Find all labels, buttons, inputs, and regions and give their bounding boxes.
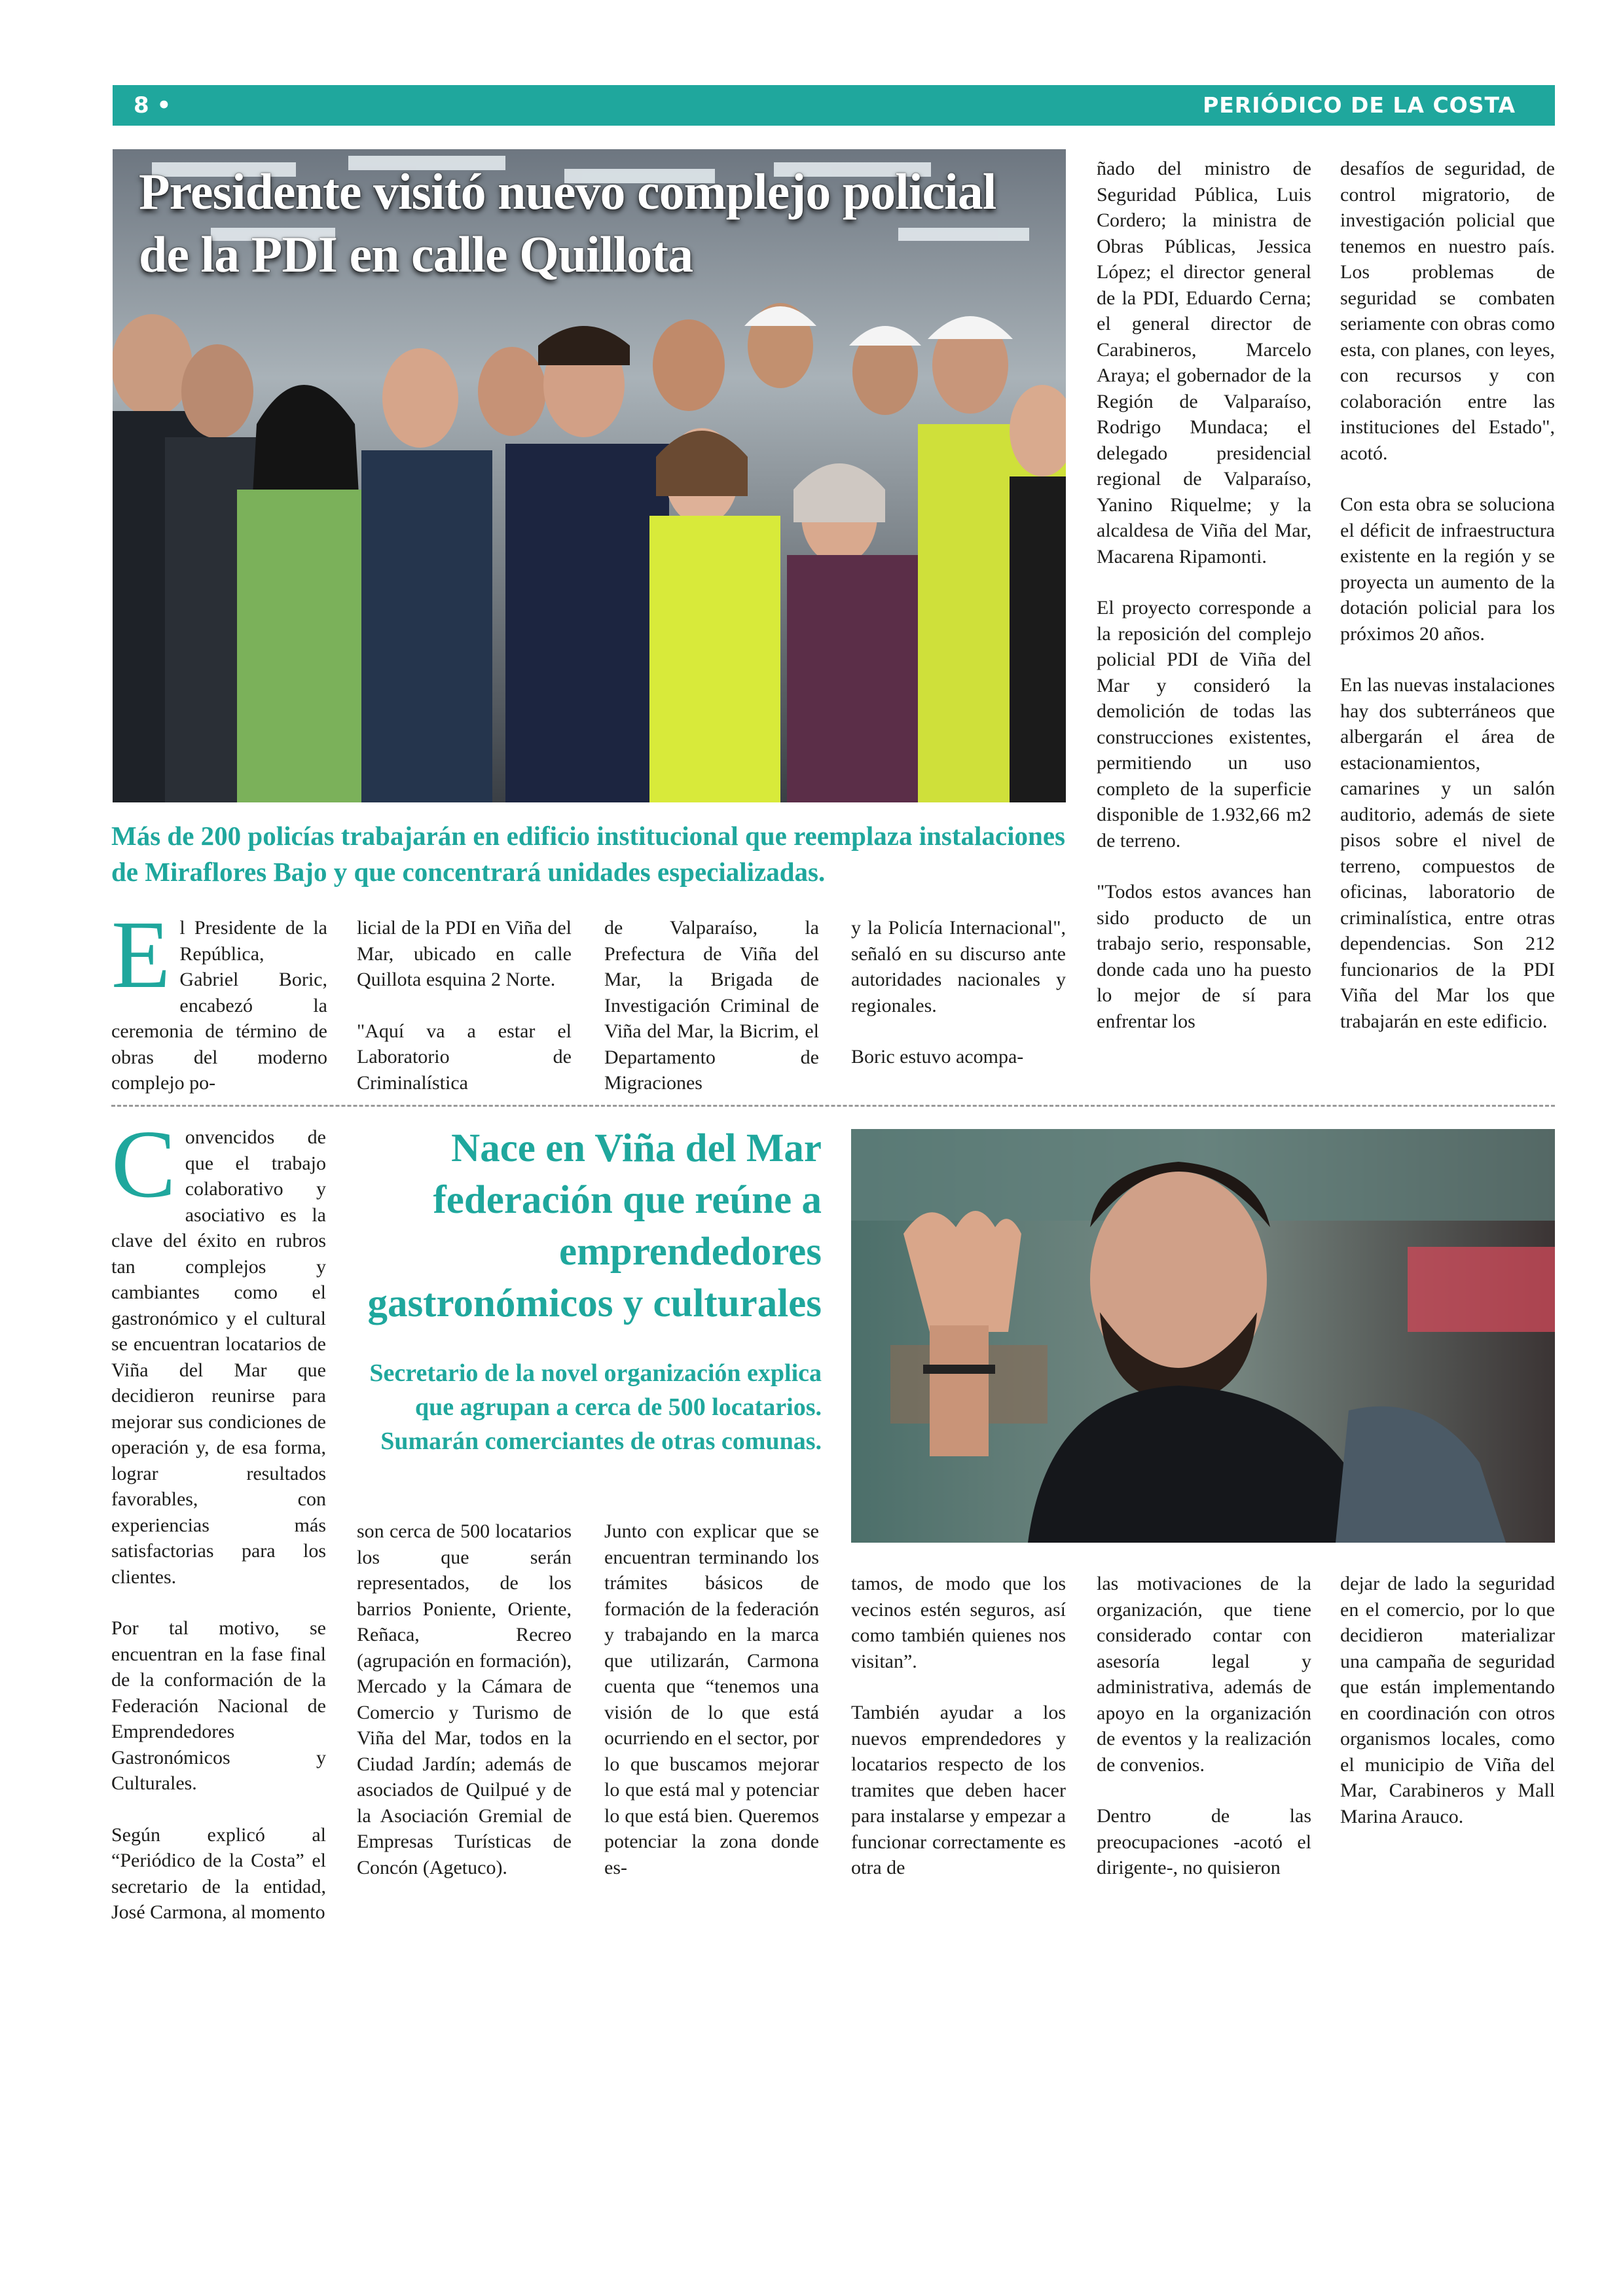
article1-col1-p1: l Presidente de la República, Gabriel Boric, encabezó la ceremonia de término de obras del moderno complejo po- xyxy=(111,917,327,1094)
article2-col4-p2: También ayudar a los nuevos emprendedores y locatarios respecto de los tramites que deben hacer para instalarse y empezar a funcionar correctamente es otra de xyxy=(851,1702,1066,1878)
article2-col4-p1: tamos, de modo que los vecinos estén seguros, así como también quienes nos visitan”. xyxy=(851,1573,1066,1672)
publication-name: PERIÓDICO DE LA COSTA xyxy=(1203,92,1516,118)
article1-drop-cap: E xyxy=(111,901,171,1009)
article1-column-2 xyxy=(357,915,572,1096)
article2-col1-p2: Por tal motivo, se encuentran en la fase final de la conformación de la Federación Nacional de Emprendedores Gastronómicos y Culturales. xyxy=(111,1617,326,1794)
article2-col3-p1: Junto con explicar que se encuentran terminando los trámites básicos de formación de la federación y trabajando en la marca que utilizarán, Carmona cuenta que “tenemos una visión de lo que está ocurriendo en el sector, por lo que buscamos mejorar lo que está mal y potenciar lo que está bien. Queremos potenciar la zona donde es- xyxy=(604,1520,819,1878)
article1-column-6 xyxy=(1340,156,1555,1034)
article2-column-4 xyxy=(851,1571,1066,1881)
article2-headline: Nace en Viña del Mar federación que reúne a emprendedores gastronómicos y culturales xyxy=(367,1126,822,1325)
article2-column-5 xyxy=(1097,1571,1311,1881)
article1-col6-p2: Con esta obra se soluciona el déficit de infraestructura existente en la región y se proyecta un aumento de la dotación policial para los próximos 20 años. xyxy=(1340,493,1555,645)
article1-col4-p2: Boric estuvo acompa- xyxy=(851,1046,1024,1067)
article2-subheadline: Secretario de la novel organización explica que agrupan a cerca de 500 locatarios. Sumarán comerciantes de otras comunas. xyxy=(369,1359,822,1455)
article2-column-1 xyxy=(111,1111,326,1926)
article2-photo xyxy=(851,1129,1555,1543)
article1-col6-p1: desafíos de seguridad, de control migratorio, de investigación policial que tenemos en nuestro país. Los problemas de seguridad se combaten seriamente con obras como esta, con planes, con leyes, con recursos y con colaboración entre las instituciones del Estado", acotó. xyxy=(1340,158,1555,464)
article2-column-3 xyxy=(604,1518,819,1880)
page-number: 8 • xyxy=(134,92,172,118)
article1-col3-p1: de Valparaíso, la Prefectura de Viña del Mar, la Brigada de Investigación Criminal de Viña del Mar, la Bicrim, el Departamento de Migraciones xyxy=(604,917,819,1094)
article1-headline: Presidente visitó nuevo complejo policial de la PDI en calle Quillota xyxy=(139,163,996,283)
portrait-photo-icon xyxy=(851,1129,1555,1543)
article1-col2-p2: "Aquí va a estar el Laboratorio de Criminalística xyxy=(357,1020,572,1094)
article1-col4-p1: y la Policía Internacional", señaló en su discurso ante autoridades nacionales y regionales. xyxy=(851,917,1066,1016)
article1-column-5 xyxy=(1097,156,1311,1034)
section-divider xyxy=(111,1105,1555,1107)
article1-column-3 xyxy=(604,915,819,1096)
article1-col5-p3: "Todos estos avances han sido producto de un trabajo serio, responsable, donde cada uno ha puesto lo mejor de sí para enfrentar los xyxy=(1097,881,1311,1032)
article2-col1-p1: onvencidos de que el trabajo colaborativo y asociativo es la clave del éxito en rubros tan complejos y cambiantes como el gastronómico y el cultural se encuentran locatarios de Viña del Mar que decidieron reunirse para mejorar sus condiciones de operación y, de esa forma, lograr resultados favorables, con experiencias más satisfactorias para los clientes. xyxy=(111,1126,326,1588)
article1-col5-p1: ñado del ministro de Seguridad Pública, Luis Cordero; la ministra de Obras Públicas, Jessica López; el director general de la PDI, Eduardo Cerna; el general director de Carabineros, Marcelo Araya; el gobernador de la Región de Valparaíso, Rodrigo Mundaca; el delegado presidencial regional de Valparaíso, Yanino Riquelme; y la alcaldesa de Viña del Mar, Macarena Ripamonti. xyxy=(1097,158,1311,567)
article1-col6-p3: En las nuevas instalaciones hay dos subterráneos que albergarán el área de estacionamientos, camarines y un salón auditorio, además de siete pisos sobre el nivel de terreno, compuestos de oficinas, laboratorio de criminalística, entre otras dependencias. Son 212 funcionarios de la PDI Viña del Mar los que trabajarán en este edificio. xyxy=(1340,674,1555,1032)
article1-column-1 xyxy=(111,901,327,1096)
article1-col5-p2: El proyecto corresponde a la reposición del complejo policial PDI de Viña del Mar y consideró la demolición de todas las construcciones existentes, permitiendo un uso completo de la superficie disponible de 1.932,66 m2 de terreno. xyxy=(1097,597,1311,852)
article1-column-4 xyxy=(851,915,1066,1070)
article2-col5-p1: las motivaciones de la organización, que tiene considerado contar con asesoría legal y administrativa, además de apoyo en la organización de eventos y la realización de convenios. xyxy=(1097,1573,1311,1776)
article2-col2-p1: son cerca de 500 locatarios los que serán representados, de los barrios Poniente, Oriente, Reñaca, Recreo (agrupación en formación), Mercado y la Cámara de Comercio y Turismo de Viña del Mar, todos en la Ciudad Jardín; además de asociados de Quilpué y de la Asociación Gremial de Empresas Turísticas de Concón (Agetuco). xyxy=(357,1520,572,1878)
article1-col2-p1: licial de la PDI en Viña del Mar, ubicado en calle Quillota esquina 2 Norte. xyxy=(357,917,572,990)
article1-subheadline: Más de 200 policías trabajarán en edificio institucional que reemplaza instalaciones de Miraflores Bajo y que concentrará unidades especializadas. xyxy=(111,821,1065,887)
article2-col5-p2: Dentro de las preocupaciones -acotó el dirigente-, no quisieron xyxy=(1097,1805,1311,1878)
article2-column-6 xyxy=(1340,1571,1555,1829)
article2-column-2 xyxy=(357,1518,572,1880)
article2-drop-cap: C xyxy=(111,1111,176,1218)
article2-col1-p3: Según explicó al “Periódico de la Costa” el secretario de la entidad, José Carmona, al momento xyxy=(111,1823,326,1923)
article2-col6-p1: dejar de lado la seguridad en el comercio, por lo que decidieron materializar una campaña de seguridad que están implementando en coordinación con otros organismos locales, como el municipio de Viña del Mar, Carabineros y Mall Marina Arauco. xyxy=(1340,1573,1555,1827)
